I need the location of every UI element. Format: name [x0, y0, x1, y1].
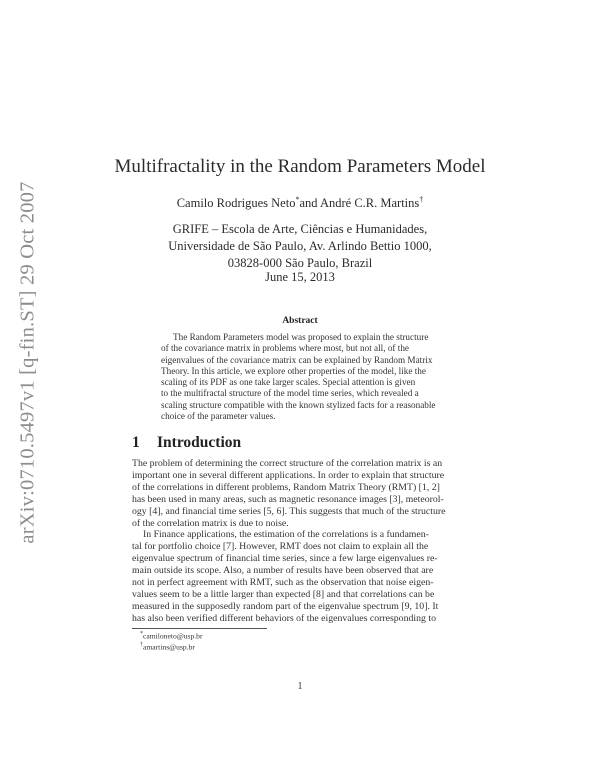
footnotes — [140, 630, 203, 652]
body-line: In Finance applications, the estimation of the correlations is a fundamen- — [143, 529, 429, 541]
body-line: of the correlation matrix is due to noise. — [132, 517, 289, 529]
body-line: ogy [4], and financial time series [5, 6]. This suggests that much of the structure — [132, 505, 446, 517]
intro-body — [132, 458, 470, 625]
body-line: values seem to be a little larger than expected [8] and that correlations can be — [132, 588, 435, 600]
affiliation-line: 03828-000 São Paulo, Brazil — [227, 256, 373, 270]
footnote-divider — [132, 628, 267, 629]
page-number: 1 — [297, 681, 303, 692]
affiliation-line: GRIFE – Escola de Arte, Ciências e Humanidades, — [172, 222, 428, 236]
footnote-item — [140, 641, 203, 652]
abstract-line: The Random Parameters model was proposed to explain the structure — [173, 332, 429, 342]
body-line: main outside its scope. Also, a number of results have been observed that are — [132, 565, 434, 577]
body-line: has been used in many areas, such as magnetic resonance images [3], meteorol- — [132, 493, 444, 505]
first-author-footnote-mark[interactable]: * — [295, 195, 300, 204]
affiliation — [0, 221, 600, 272]
affiliation-line: Universidade de São Paulo, Av. Arlindo Bettio 1000, — [168, 239, 432, 253]
body-line: not in perfect agreement with RMT, such as the observation that noise eigen- — [132, 577, 434, 589]
paper-date: June 15, 2013 — [265, 270, 335, 284]
arxiv-stamp-text: arXiv:0710.5497v1 [q-fin.ST] 29 Oct 2007 — [16, 181, 39, 544]
abstract-heading: Abstract — [282, 316, 318, 326]
footnote-email[interactable]: camiloneto@usp.br — [143, 631, 203, 641]
abstract-line: choice of the parameter values. — [161, 411, 276, 422]
footnote-mark: * — [140, 631, 143, 637]
section-heading — [132, 434, 241, 452]
abstract-line: Theory. In this article, we explore other properties of the model, like the — [161, 365, 426, 376]
abstract-line: scaling of its PDF as one take larger scales. Special attention is given — [161, 377, 416, 388]
first-author: Camilo Rodrigues Neto — [176, 196, 296, 211]
author-connector: and André C.R. Martins — [299, 196, 420, 211]
second-author-footnote-mark[interactable]: † — [419, 195, 424, 204]
abstract-line: eigenvalues of the covariance matrix can be explained by Random Matrix — [161, 354, 433, 365]
footnote-mark: † — [140, 642, 143, 649]
author-line — [0, 195, 600, 211]
footnote-email[interactable]: amartins@usp.br — [143, 642, 195, 652]
body-line: important one in several different applications. In order to explain that structure — [132, 469, 445, 481]
body-line: measured in the supposedly random part of the eigenvalue spectrum [9, 10]. It — [132, 600, 439, 612]
section-number: 1 — [132, 434, 140, 451]
body-line: eigenvalue spectrum of financial time series, since a few large eigenvalues re- — [132, 553, 438, 565]
body-line: of the correlations in different problems, Random Matrix Theory (RMT) [1, 2] — [132, 481, 440, 493]
body-line: tal for portfolio choice [7]. However, RMT does not claim to explain all the — [132, 541, 429, 553]
section-title: Introduction — [157, 434, 242, 451]
body-line: has also been verified different behaviors of the eigenvalues corresponding to — [132, 612, 436, 624]
abstract-line: of the covariance matrix in problems where most, but not all, of the — [161, 343, 409, 354]
abstract-body — [161, 332, 457, 422]
footnote-item — [140, 630, 203, 641]
body-line: The problem of determining the correct structure of the correlation matrix is an — [132, 458, 443, 469]
abstract-line: scaling structure compatible with the known stylized facts for a reasonable — [161, 399, 436, 410]
paper-title: Multifractality in the Random Parameters Model — [114, 156, 486, 177]
abstract-line: to the multifractal structure of the model time series, which revealed a — [161, 388, 419, 399]
